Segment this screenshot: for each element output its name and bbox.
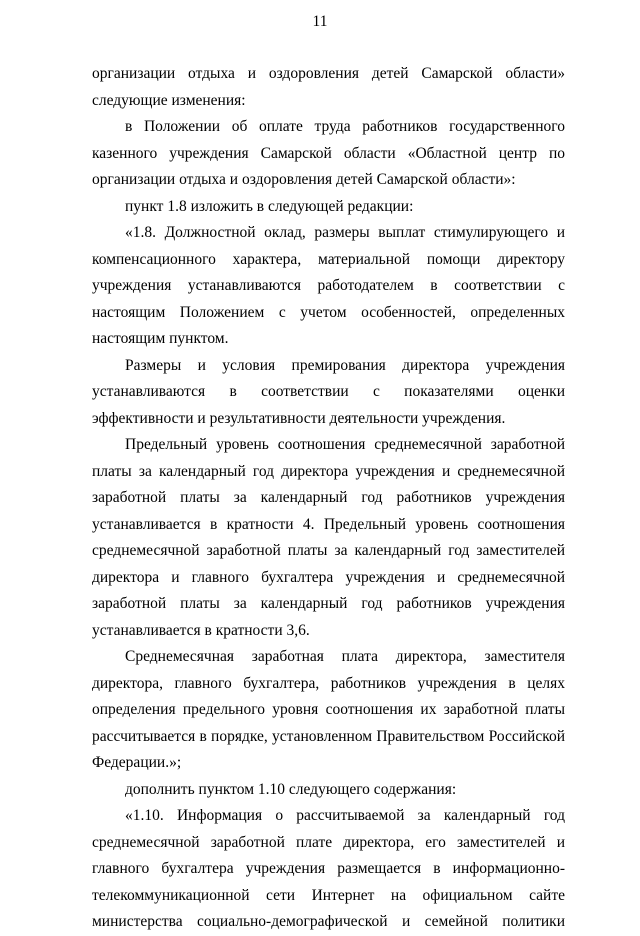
paragraph-2: в Положении об оплате труда работников государственного казенного учреждения Самарской области «Областной центр по организации отдыха и оздоровления детей Самарской области»: <box>92 118 565 188</box>
paragraph-8: дополнить пунктом 1.10 следующего содержания: <box>125 780 457 798</box>
paragraph-7: Среднемесячная заработная плата директора, заместителя директора, главного бухгалтера, работников учреждения в целях определения предельного уровня соотношения их заработной платы рассчитывается в порядке, установленном Правительством Российской Федерации.»; <box>92 648 565 771</box>
paragraph-4: «1.8. Должностной оклад, размеры выплат стимулирующего и компенсационного характера, материальной помощи директору учреждения устанавливаются работодателем в соответствии с настоящим Положением с учетом особенностей, определенных настоящим пунктом. <box>92 224 565 347</box>
paragraph-3: пункт 1.8 изложить в следующей редакции: <box>125 197 414 215</box>
paragraph-1: организации отдыха и оздоровления детей Самарской области» следующие изменения: <box>92 65 565 109</box>
paragraph-5: Размеры и условия премирования директора учреждения устанавливаются в соответствии с показателями оценки эффективности и результативности деятельности учреждения. <box>92 356 565 427</box>
page-number: 11 <box>312 13 328 30</box>
document-body <box>92 61 565 936</box>
paragraph-6: Предельный уровень соотношения среднемесячной заработной платы за календарный год директора учреждения и среднемесячной заработной платы за календарный год работников учреждения устанавливается в кратности 4. Предельный уровень соотношения среднемесячной заработной платы за календарный год заместителей директора и главного бухгалтера учреждения и среднемесячной заработной платы за календарный год работников учреждения устанавливается в кратности 3,6. <box>92 436 565 639</box>
paragraph-9: «1.10. Информация о рассчитываемой за календарный год среднемесячной заработной плате директора, его заместителей и главного бухгалтера учреждения размещается в информационно-телекоммуникационной сети Интернет на официальном сайте министерства социально-демографической и семейной политики <box>92 807 565 930</box>
